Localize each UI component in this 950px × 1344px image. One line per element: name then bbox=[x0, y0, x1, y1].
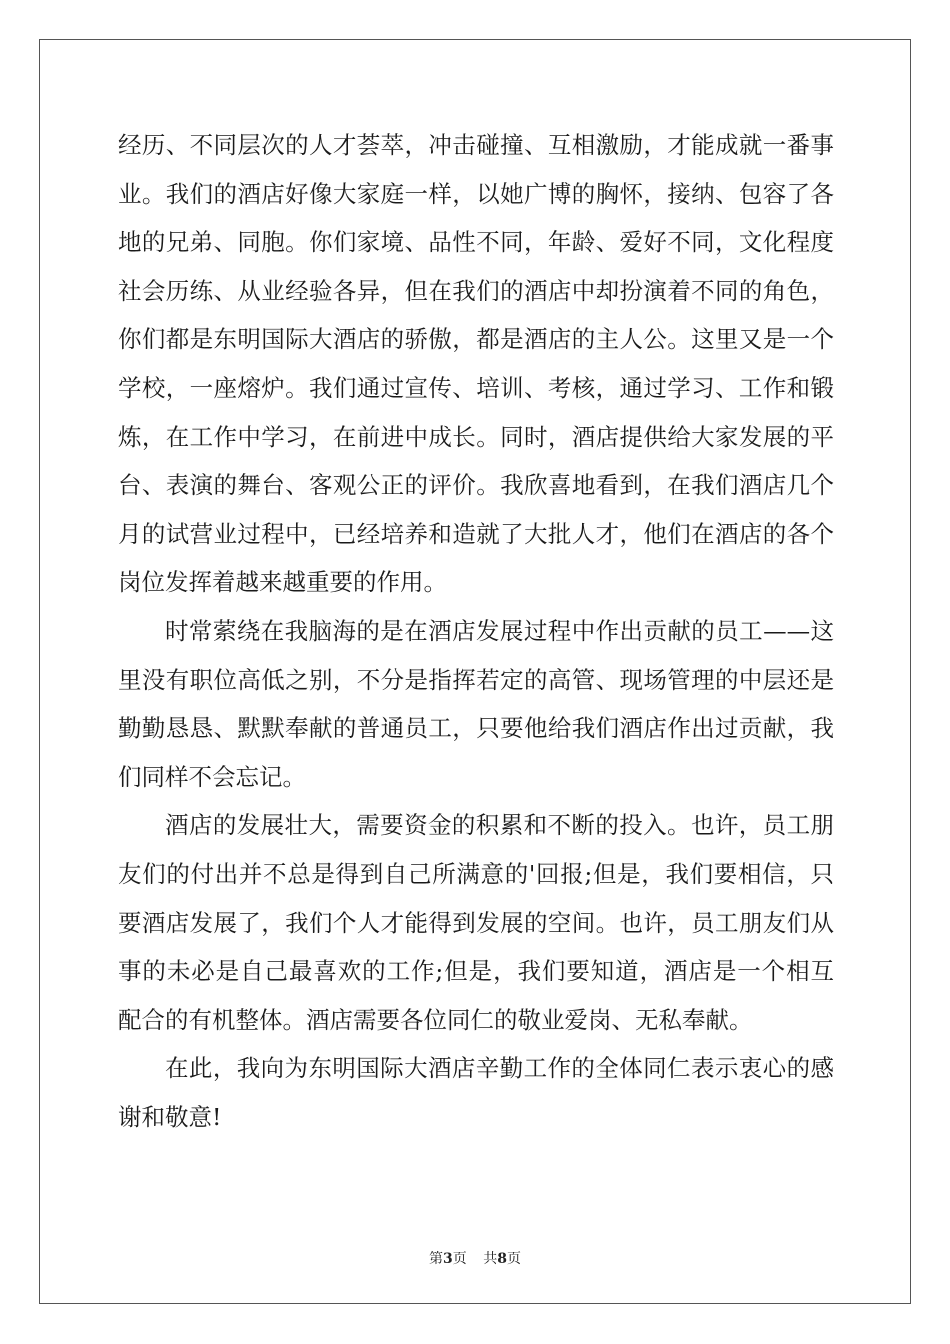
text-line: 们同样不会忘记。 bbox=[118, 762, 306, 791]
page-footer bbox=[0, 1248, 950, 1268]
text-line: 酒店的发展壮大，需要资金的积累和不断的投入。也许，员工朋 bbox=[165, 811, 834, 840]
page-indicator bbox=[429, 1251, 467, 1267]
text-line: 社会历练、从业经验各异，但在我们的酒店中却扮演着不同的角色， bbox=[118, 276, 834, 305]
text-line: 谢和敬意! bbox=[118, 1102, 222, 1131]
page-prefix: 第 bbox=[429, 1251, 444, 1267]
text-line: 友们的付出并不总是得到自己所满意的'回报;但是，我们要相信，只 bbox=[118, 859, 834, 888]
total-pages: 8 bbox=[497, 1251, 507, 1267]
text-line: 月的试营业过程中，已经培养和造就了大批人才，他们在酒店的各个 bbox=[118, 519, 834, 548]
text-line: 你们都是东明国际大酒店的骄傲，都是酒店的主人公。这里又是一个 bbox=[118, 325, 834, 354]
text-line: 炼，在工作中学习，在前进中成长。同时，酒店提供给大家发展的平 bbox=[118, 422, 834, 451]
total-prefix: 共 bbox=[483, 1251, 498, 1267]
text-line: 勤勤恳恳、默默奉献的普通员工，只要他给我们酒店作出过贡献，我 bbox=[118, 714, 834, 743]
text-line: 地的兄弟、同胞。你们家境、品性不同，年龄、爱好不同，文化程度 bbox=[118, 228, 834, 257]
text-line: 业。我们的酒店好像大家庭一样，以她广博的胸怀，接纳、包容了各 bbox=[118, 179, 834, 208]
text-line: 配合的有机整体。酒店需要各位同仁的敬业爱岗、无私奉献。 bbox=[118, 1005, 753, 1034]
text-line: 岗位发挥着越来越重要的作用。 bbox=[118, 568, 447, 597]
text-line: 时常萦绕在我脑海的是在酒店发展过程中作出贡献的员工——这 bbox=[165, 616, 834, 645]
text-line: 经历、不同层次的人才荟萃，冲击碰撞、互相激励，才能成就一番事 bbox=[118, 131, 834, 159]
text-line: 学校，一座熔炉。我们通过宣传、培训、考核，通过学习、工作和锻 bbox=[118, 373, 834, 402]
total-indicator bbox=[483, 1251, 521, 1267]
page-number: 3 bbox=[443, 1251, 453, 1267]
text-line: 里没有职位高低之别，不分是指挥若定的高管、现场管理的中层还是 bbox=[118, 665, 834, 694]
text-line: 台、表演的舞台、客观公正的评价。我欣喜地看到，在我们酒店几个 bbox=[118, 471, 834, 500]
total-suffix: 页 bbox=[506, 1251, 521, 1267]
document-body bbox=[118, 125, 834, 1145]
page-suffix: 页 bbox=[452, 1251, 467, 1267]
text-line: 在此，我向为东明国际大酒店辛勤工作的全体同仁表示衷心的感 bbox=[165, 1054, 834, 1083]
text-line: 要酒店发展了，我们个人才能得到发展的空间。也许，员工朋友们从 bbox=[118, 908, 834, 937]
text-line: 事的未必是自己最喜欢的工作;但是，我们要知道，酒店是一个相互 bbox=[118, 957, 834, 986]
